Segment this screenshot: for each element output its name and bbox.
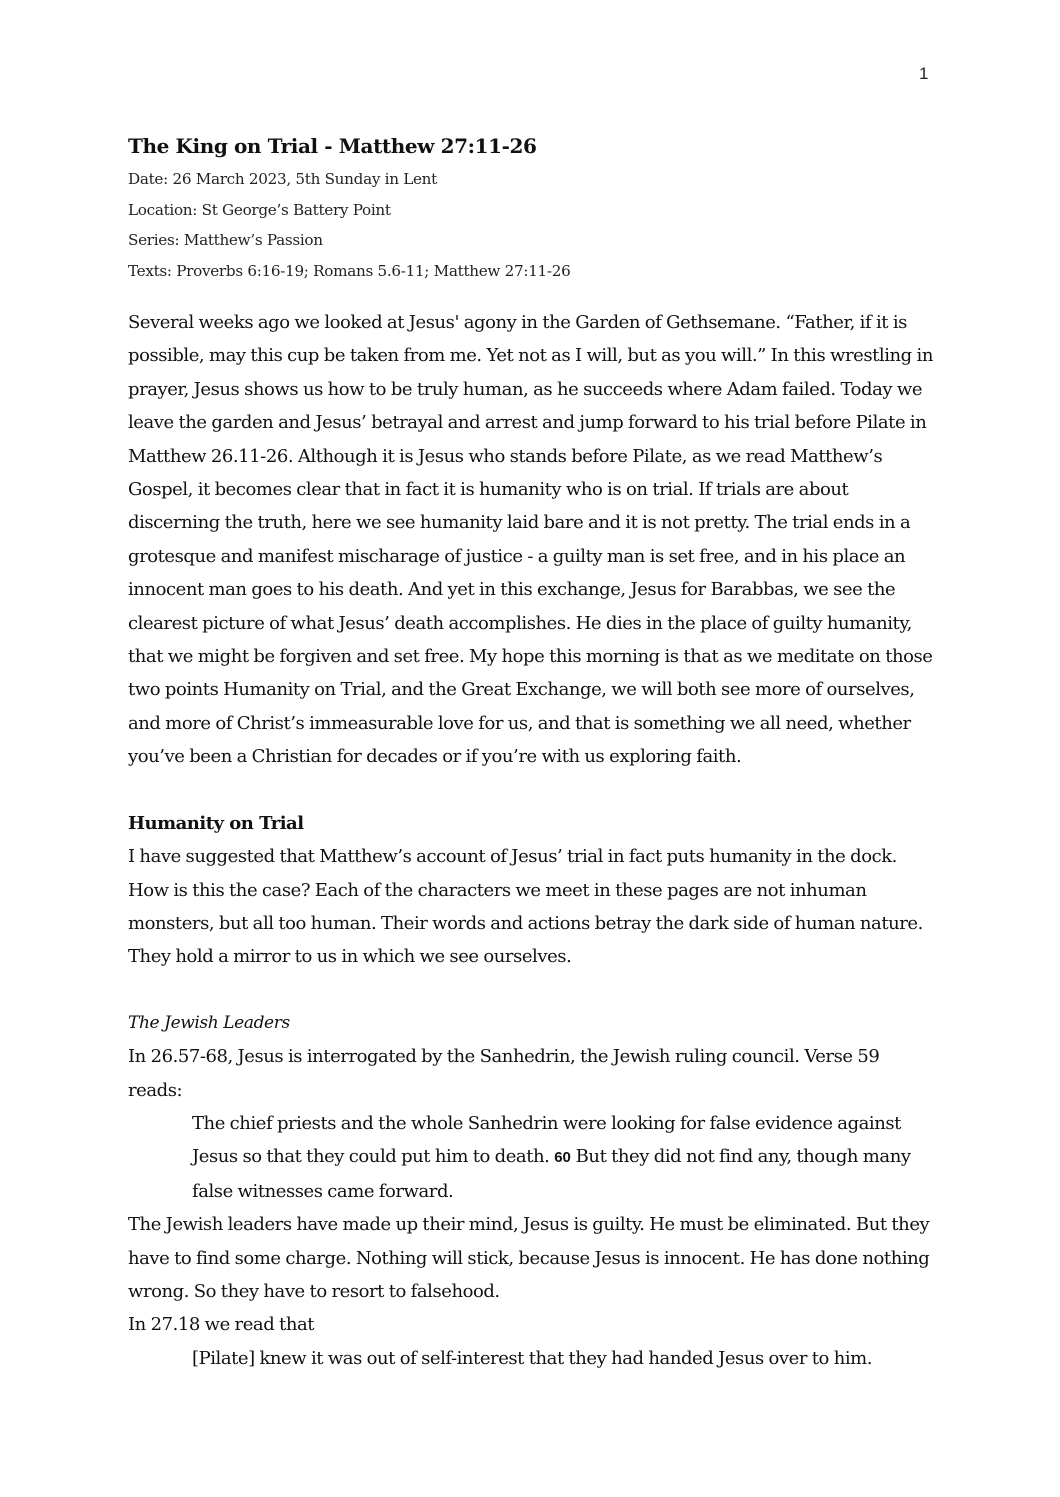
intro-paragraph: Several weeks ago we looked at Jesus' agony in the Garden of Gethsemane. “Father, if it is possible, may this cup be taken from me. Yet not as I will, but as you will.” In this wrestling in prayer, Jesus shows us how to be truly human, as he succeeds where Adam failed. Today we leave the garden and Jesus’ betrayal and arrest and jump forward to his trial before Pilate in Matthew 26.11-26. Although it is Jesus who stands before Pilate, as we read Matthew’s Gospel, it becomes clear that in fact it is humanity who is on trial. If trials are about discerning the truth, here we see humanity laid bare and it is not pretty. The trial ends in a grotesque and manifest mischarage of justice - a guilty man is set free, and in his place an innocent man goes to his death. And yet in this exchange, Jesus for Barabbas, we see the clearest picture of what Jesus’ death accomplishes. He dies in the place of guilty humanity, that we might be forgiven and set free. My hope this morning is that as we meditate on those two points Humanity on Trial, and the Great Exchange, we will both see more of ourselves, and more of Christ’s immeasurable love for us, and that is something we all need, whether you’ve been a Christian for decades or if you’re with us exploring faith. [128, 312, 933, 768]
meta-date: Date: 26 March 2023, 5th Sunday in Lent [128, 170, 437, 188]
scripture-quote-2: [Pilate] knew it was out of self-interest that they had handed Jesus over to him. [192, 1347, 873, 1369]
sanhedrin-intro: In 26.57-68, Jesus is interrogated by the Sanhedrin, the Jewish ruling council. Verse 59 reads: [128, 1046, 880, 1101]
section-paragraph: I have suggested that Matthew’s account of Jesus’ trial in fact puts humanity in the dock. How is this the case? Each of the characters we meet in these pages are not inhuman monsters, but all too human. Their words and actions betray the dark side of human nature. They hold a mirror to us in which we see ourselves. [128, 846, 923, 968]
subheading-jewish-leaders: The Jewish Leaders [128, 1012, 290, 1033]
leaders-paragraph: The Jewish leaders have made up their mind, Jesus is guilty. He must be eliminated. But they have to find some charge. Nothing will stick, because Jesus is innocent. He has done nothing wrong. So they have to resort to falsehood. [128, 1214, 930, 1302]
sermon-meta [128, 164, 938, 286]
meta-series: Series: Matthew’s Passion [128, 231, 323, 249]
page-number: 1 [919, 64, 929, 83]
quote1-text-b: But they did not find any, though many false witnesses came forward. [192, 1146, 911, 1202]
scripture-quote-1 [192, 1107, 938, 1208]
document-body [128, 128, 938, 1375]
section-heading: Humanity on Trial [128, 812, 304, 834]
meta-location: Location: St George’s Battery Point [128, 200, 391, 219]
quote1-text-a: The chief priests and the whole Sanhedrin were looking for false evidence against Jesus so that they could put him to death. [192, 1112, 901, 1168]
reference-line: In 27.18 we read that [128, 1314, 315, 1336]
meta-texts: Texts: Proverbs 6:16-19; Romans 5.6-11; Matthew 27:11-26 [128, 261, 571, 280]
verse-number: 60 [554, 1149, 571, 1167]
sermon-title: The King on Trial - Matthew 27:11-26 [128, 134, 537, 158]
